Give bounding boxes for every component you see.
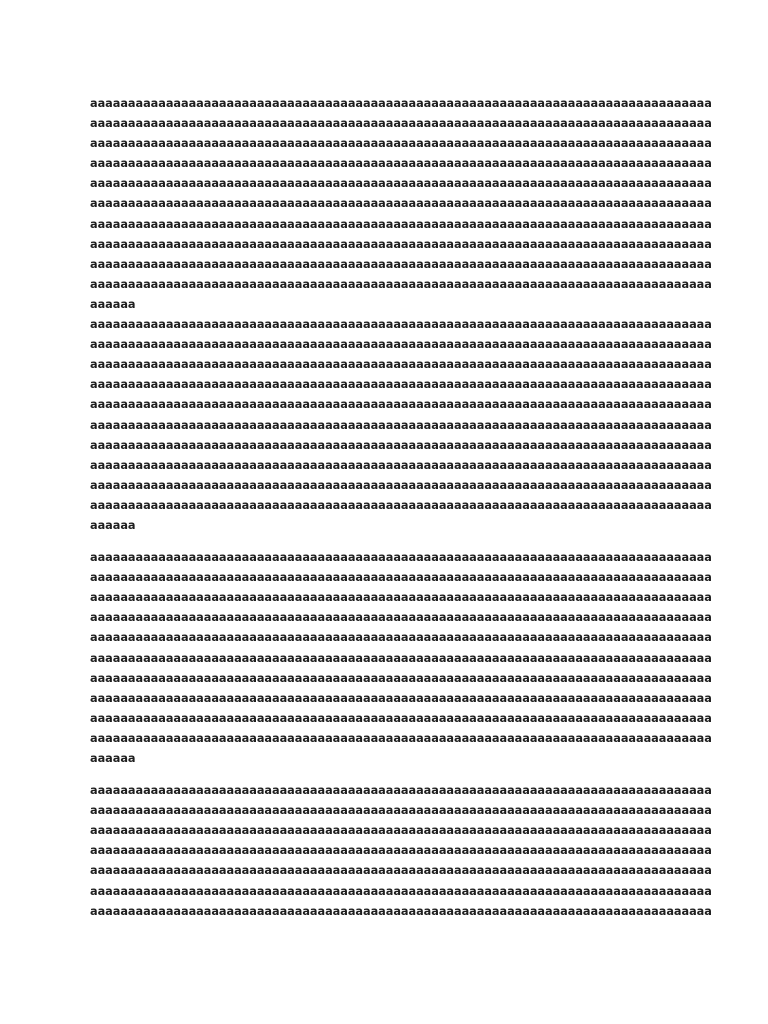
text-line: aaaaaaaaaaaaaaaaaaaaaaaaaaaaaaaaaaaaaaaaaaaaaaaaaaaaaaaaaaaaaaaaaaaaaaaaaaaaaaaaaa (90, 904, 712, 918)
text-line: aaaaaaaaaaaaaaaaaaaaaaaaaaaaaaaaaaaaaaaaaaaaaaaaaaaaaaaaaaaaaaaaaaaaaaaaaaaaaaaaaa (90, 157, 712, 171)
text-line: aaaaaaaaaaaaaaaaaaaaaaaaaaaaaaaaaaaaaaaaaaaaaaaaaaaaaaaaaaaaaaaaaaaaaaaaaaaaaaaaaa (90, 844, 712, 858)
text-line: aaaaaaaaaaaaaaaaaaaaaaaaaaaaaaaaaaaaaaaaaaaaaaaaaaaaaaaaaaaaaaaaaaaaaaaaaaaaaaaaaa (90, 257, 712, 271)
text-line: aaaaaaaaaaaaaaaaaaaaaaaaaaaaaaaaaaaaaaaaaaaaaaaaaaaaaaaaaaaaaaaaaaaaaaaaaaaaaaaaaa (90, 784, 712, 798)
text-line: aaaaaaaaaaaaaaaaaaaaaaaaaaaaaaaaaaaaaaaaaaaaaaaaaaaaaaaaaaaaaaaaaaaaaaaaaaaaaaaaaa (90, 97, 712, 110)
text-line: aaaaaaaaaaaaaaaaaaaaaaaaaaaaaaaaaaaaaaaaaaaaaaaaaaaaaaaaaaaaaaaaaaaaaaaaaaaaaaaaaa (90, 358, 712, 372)
text-line: aaaaaaaaaaaaaaaaaaaaaaaaaaaaaaaaaaaaaaaaaaaaaaaaaaaaaaaaaaaaaaaaaaaaaaaaaaaaaaaaaa (90, 804, 712, 818)
text-line: aaaaaaaaaaaaaaaaaaaaaaaaaaaaaaaaaaaaaaaaaaaaaaaaaaaaaaaaaaaaaaaaaaaaaaaaaaaaaaaaaa (90, 378, 712, 392)
text-line: aaaaaaaaaaaaaaaaaaaaaaaaaaaaaaaaaaaaaaaaaaaaaaaaaaaaaaaaaaaaaaaaaaaaaaaaaaaaaaaaaa (90, 338, 712, 352)
text-line: aaaaaaaaaaaaaaaaaaaaaaaaaaaaaaaaaaaaaaaaaaaaaaaaaaaaaaaaaaaaaaaaaaaaaaaaaaaaaaaaaa (90, 551, 712, 565)
text-line: aaaaaaaaaaaaaaaaaaaaaaaaaaaaaaaaaaaaaaaaaaaaaaaaaaaaaaaaaaaaaaaaaaaaaaaaaaaaaaaaaa (90, 824, 712, 838)
text-line: aaaaaaaaaaaaaaaaaaaaaaaaaaaaaaaaaaaaaaaaaaaaaaaaaaaaaaaaaaaaaaaaaaaaaaaaaaaaaaaaaa (90, 651, 712, 665)
paragraph-4 (90, 781, 712, 922)
text-line: aaaaaaaaaaaaaaaaaaaaaaaaaaaaaaaaaaaaaaaaaaaaaaaaaaaaaaaaaaaaaaaaaaaaaaaaaaaaaaaaaa (90, 117, 712, 131)
text-line: aaaaaa (90, 752, 136, 765)
paragraph-2 (90, 315, 712, 536)
text-line: aaaaaaaaaaaaaaaaaaaaaaaaaaaaaaaaaaaaaaaaaaaaaaaaaaaaaaaaaaaaaaaaaaaaaaaaaaaaaaaaaa (90, 277, 712, 291)
document-body (90, 94, 712, 922)
text-line: aaaaaaaaaaaaaaaaaaaaaaaaaaaaaaaaaaaaaaaaaaaaaaaaaaaaaaaaaaaaaaaaaaaaaaaaaaaaaaaaaa (90, 864, 712, 878)
text-line: aaaaaaaaaaaaaaaaaaaaaaaaaaaaaaaaaaaaaaaaaaaaaaaaaaaaaaaaaaaaaaaaaaaaaaaaaaaaaaaaaa (90, 884, 712, 898)
text-line: aaaaaaaaaaaaaaaaaaaaaaaaaaaaaaaaaaaaaaaaaaaaaaaaaaaaaaaaaaaaaaaaaaaaaaaaaaaaaaaaaa (90, 611, 712, 625)
text-line: aaaaaaaaaaaaaaaaaaaaaaaaaaaaaaaaaaaaaaaaaaaaaaaaaaaaaaaaaaaaaaaaaaaaaaaaaaaaaaaaaa (90, 711, 712, 725)
text-line: aaaaaaaaaaaaaaaaaaaaaaaaaaaaaaaaaaaaaaaaaaaaaaaaaaaaaaaaaaaaaaaaaaaaaaaaaaaaaaaaaa (90, 418, 712, 432)
paragraph-1 (90, 94, 712, 315)
text-line: aaaaaaaaaaaaaaaaaaaaaaaaaaaaaaaaaaaaaaaaaaaaaaaaaaaaaaaaaaaaaaaaaaaaaaaaaaaaaaaaaa (90, 458, 712, 472)
paragraph-spacer (90, 536, 690, 548)
text-line: aaaaaaaaaaaaaaaaaaaaaaaaaaaaaaaaaaaaaaaaaaaaaaaaaaaaaaaaaaaaaaaaaaaaaaaaaaaaaaaaaa (90, 137, 712, 151)
text-line: aaaaaa (90, 297, 136, 311)
text-line: aaaaaaaaaaaaaaaaaaaaaaaaaaaaaaaaaaaaaaaaaaaaaaaaaaaaaaaaaaaaaaaaaaaaaaaaaaaaaaaaaa (90, 197, 712, 211)
text-line: aaaaaa (90, 518, 136, 532)
text-line: aaaaaaaaaaaaaaaaaaaaaaaaaaaaaaaaaaaaaaaaaaaaaaaaaaaaaaaaaaaaaaaaaaaaaaaaaaaaaaaaaa (90, 691, 712, 705)
text-line: aaaaaaaaaaaaaaaaaaaaaaaaaaaaaaaaaaaaaaaaaaaaaaaaaaaaaaaaaaaaaaaaaaaaaaaaaaaaaaaaaa (90, 478, 712, 492)
text-line: aaaaaaaaaaaaaaaaaaaaaaaaaaaaaaaaaaaaaaaaaaaaaaaaaaaaaaaaaaaaaaaaaaaaaaaaaaaaaaaaaa (90, 398, 712, 412)
text-line: aaaaaaaaaaaaaaaaaaaaaaaaaaaaaaaaaaaaaaaaaaaaaaaaaaaaaaaaaaaaaaaaaaaaaaaaaaaaaaaaaa (90, 591, 712, 605)
text-line: aaaaaaaaaaaaaaaaaaaaaaaaaaaaaaaaaaaaaaaaaaaaaaaaaaaaaaaaaaaaaaaaaaaaaaaaaaaaaaaaaa (90, 631, 712, 645)
text-line: aaaaaaaaaaaaaaaaaaaaaaaaaaaaaaaaaaaaaaaaaaaaaaaaaaaaaaaaaaaaaaaaaaaaaaaaaaaaaaaaaa (90, 498, 712, 512)
paragraph-spacer (90, 769, 690, 781)
text-line: aaaaaaaaaaaaaaaaaaaaaaaaaaaaaaaaaaaaaaaaaaaaaaaaaaaaaaaaaaaaaaaaaaaaaaaaaaaaaaaaaa (90, 318, 712, 332)
text-line: aaaaaaaaaaaaaaaaaaaaaaaaaaaaaaaaaaaaaaaaaaaaaaaaaaaaaaaaaaaaaaaaaaaaaaaaaaaaaaaaaa (90, 217, 712, 231)
text-line: aaaaaaaaaaaaaaaaaaaaaaaaaaaaaaaaaaaaaaaaaaaaaaaaaaaaaaaaaaaaaaaaaaaaaaaaaaaaaaaaaa (90, 731, 712, 745)
text-line: aaaaaaaaaaaaaaaaaaaaaaaaaaaaaaaaaaaaaaaaaaaaaaaaaaaaaaaaaaaaaaaaaaaaaaaaaaaaaaaaaa (90, 571, 712, 585)
text-line: aaaaaaaaaaaaaaaaaaaaaaaaaaaaaaaaaaaaaaaaaaaaaaaaaaaaaaaaaaaaaaaaaaaaaaaaaaaaaaaaaa (90, 438, 712, 452)
paragraph-3 (90, 548, 712, 769)
text-line: aaaaaaaaaaaaaaaaaaaaaaaaaaaaaaaaaaaaaaaaaaaaaaaaaaaaaaaaaaaaaaaaaaaaaaaaaaaaaaaaaa (90, 177, 712, 191)
text-line: aaaaaaaaaaaaaaaaaaaaaaaaaaaaaaaaaaaaaaaaaaaaaaaaaaaaaaaaaaaaaaaaaaaaaaaaaaaaaaaaaa (90, 237, 712, 251)
text-line: aaaaaaaaaaaaaaaaaaaaaaaaaaaaaaaaaaaaaaaaaaaaaaaaaaaaaaaaaaaaaaaaaaaaaaaaaaaaaaaaaa (90, 671, 712, 685)
